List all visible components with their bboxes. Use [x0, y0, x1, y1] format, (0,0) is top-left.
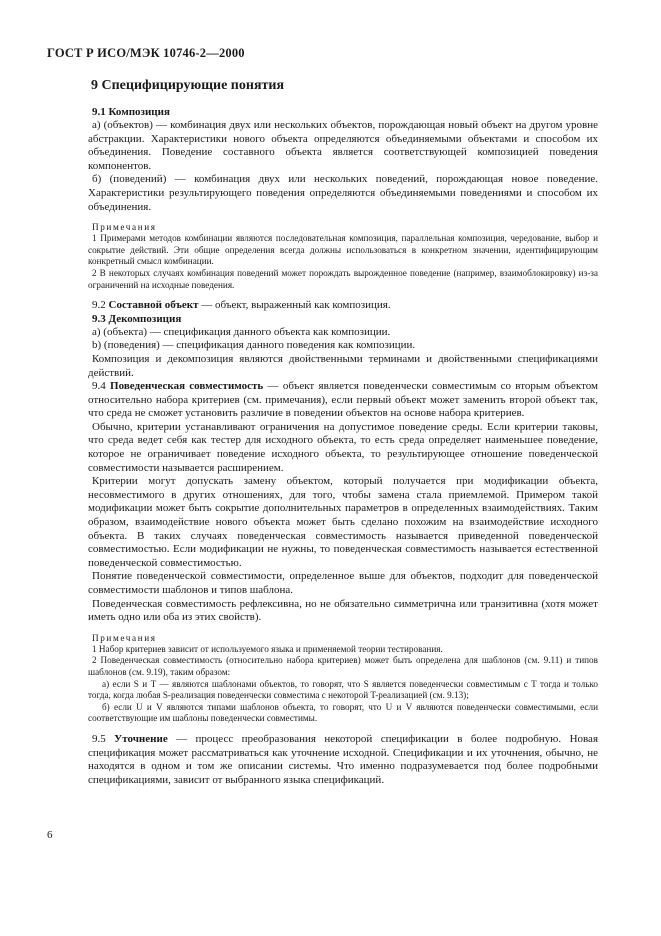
note-2: 2 Поведенческая совместимость (относительно набора критериев) может быть определена для шаблонов (см. 9.11) и типов шаблонов (см. 9.19), таким образом: [88, 655, 598, 677]
paragraph-9-4 [88, 380, 598, 421]
term-behavioural-compatibility: Поведенческая совместимость [110, 380, 264, 393]
paragraph-9-4-3: Понятие поведенческой совместимости, определенное выше для объектов, подходит для поведенческой совместимости шаблонов и типов шаблона. [88, 570, 598, 596]
clause-number: 9.5 [92, 732, 106, 745]
page-content [88, 78, 598, 787]
paragraph-9-4-4: Поведенческая совместимость рефлексивна, но не обязательно симметрична или транзитивна (хотя может иметь одно или оба из этих свойств). [88, 597, 598, 624]
notes-heading: Примечания [92, 222, 157, 233]
notes-heading: Примечания [92, 632, 157, 643]
paragraph-9-1-b: б) (поведений) — комбинация двух или нескольких поведений, порождающая новое поведение. Характеристики результирующего поведения определяются объединяемыми поведениями и способом их объединения. [88, 173, 598, 213]
notes-block-2 [88, 633, 598, 725]
term-composite-object: Составной объект [108, 299, 199, 312]
paragraph-9-5 [88, 733, 598, 787]
definition-text: — процесс преобразования некоторой спецификации в более подробную. Новая спецификация может рассматриваться как уточнение исходной. Спецификации и их уточнения, обычно, не находятся в одном и том же описании системы. Что именно подразумевается под более подробными спецификациями, зависит от выбранного языка спецификаций. [88, 732, 599, 786]
note-2: 2 В некоторых случаях комбинация поведений может порождать вырожденное поведение (например, взаимоблокировку) из-за ограничений на исходные поведения. [88, 267, 598, 290]
paragraph-9-3-b: b) (поведения) — спецификация данного поведения как композиции. [92, 339, 416, 352]
note-1: 1 Набор критериев зависит от используемого языка и применяемой теории тестирования. [92, 643, 443, 654]
paragraph-9-4-2: Критерии могут допускать замену объектом, который получается при модификации объекта, несовместимого в других отношениях, для того, чтобы замена стала приемлемой. Примером такой модификации может быть сокрытие дополнительных параметров в определенных взаимодействиях. Таким образом, взаимодействие нового объекта может быть сделано похожим на взаимодействие исходного объекта. В таких случаях поведенческая совместимость называется приведенной поведенческой совместимостью. Если модификации не нужны, то поведенческая совместимость называется естественной поведенческой совместимостью. [88, 475, 598, 569]
definition-text: — объект, выраженный как композиция. [198, 299, 391, 312]
term-refinement: Уточнение [114, 732, 168, 745]
paragraph-9-3-a: а) (объекта) — спецификация данного объекта как композиции. [92, 325, 391, 338]
notes-block-1 [88, 222, 598, 291]
clause-number: 9.4 [92, 380, 106, 393]
standard-header: ГОСТ Р ИСО/МЭК 10746-2—2000 [47, 46, 245, 60]
subsection-title-9-3: 9.3 Декомпозиция [92, 312, 182, 325]
clause-number: 9.2 [92, 299, 106, 312]
page-number: 6 [47, 829, 53, 841]
definition-text: — объект является поведенчески совместимым со вторым объектом относительно набора критериев (см. примечания), если первый объект может заменить второй объект так, что среда не сможет установить различие в поведении объектов на основе набора критериев. [88, 380, 598, 420]
paragraph-9-1-a: а) (объектов) — комбинация двух или нескольких объектов, порождающая новый объект на другом уровне абстракции. Характеристики нового объекта определяются объединяемыми объектами и способом их объединения. Поведение составного объекта является соответствующей композицией поведения компонентов. [88, 119, 598, 172]
note-2-b: б) если U и V являются типами шаблонов объекта, то говорят, что U и V являются поведенчески совместимыми, если соответствующие им шаблоны поведенчески совместимы. [88, 701, 598, 724]
paragraph-9-3-text: Композиция и декомпозиция являются двойственными терминами и двойственными спецификациями действий. [88, 352, 598, 379]
section-title: 9 Специфицирующие понятия [91, 78, 285, 93]
paragraph-9-2 [88, 299, 598, 313]
note-2-a: а) если S и T — являются шаблонами объектов, то говорят, что S является поведенчески совместимым с T тогда и только тогда, когда любая S-реализация поведенчески совместима с некоторой T-реализацией (см. 9.13); [88, 678, 598, 701]
note-1: 1 Примерами методов комбинации являются последовательная композиция, параллельная композиция, чередование, выбор и сокрытие действий. Эти общие определения всегда должны использоваться в конкретном значении, идентифицирующим конкретный смысл комбинации. [88, 233, 598, 267]
paragraph-9-4-1: Обычно, критерии устанавливают ограничения на допустимое поведение среды. Если критерии таковы, что среда ведет себя как тестер для исходного объекта, то есть среда определяет наименьшее поведение, которое не ограничивает поведение исходного объекта, то результирующее отношение поведенческой совместимости называется расширением. [88, 420, 598, 474]
subsection-title-9-1: 9.1 Композиция [92, 106, 170, 118]
